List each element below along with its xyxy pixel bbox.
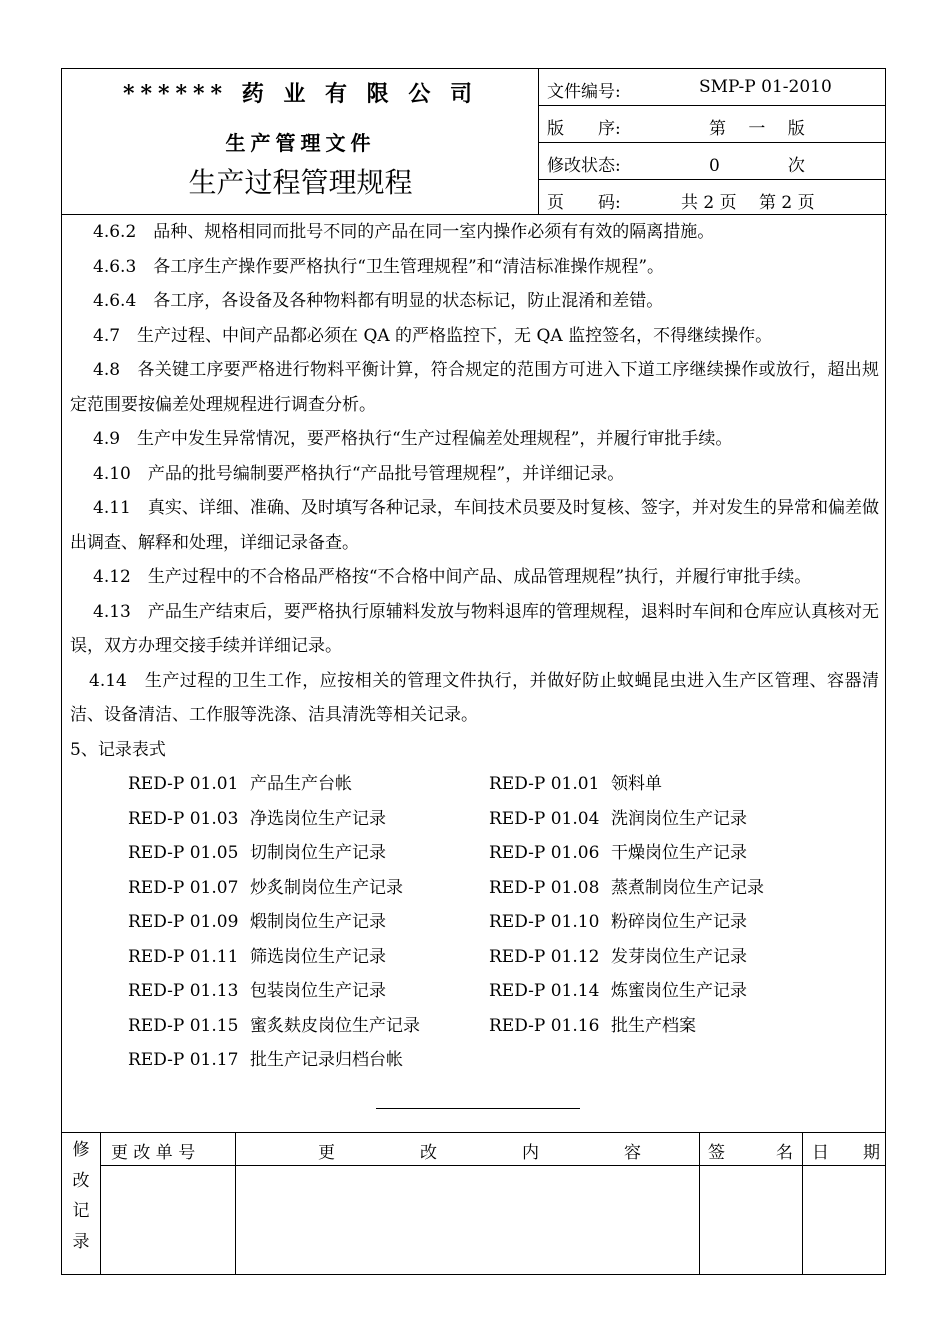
record-name: 干燥岗位生产记录 — [611, 843, 747, 863]
record-name: 发芽岗位生产记录 — [611, 946, 747, 967]
paragraph: 4.14 生产过程的卫生工作，应按相关的管理文件执行，并做好防止蚊蝇昆虫进入生产区管理、容器清洁、设备清洁、工作服等洗涤、洁具清洗等相关记录。 — [70, 670, 879, 725]
record-code: RED-P 01.08 — [489, 877, 600, 898]
records-heading: 5、记录表式 — [70, 739, 166, 760]
paragraph: 4.6.3 各工序生产操作要严格执行“卫生管理规程”和“清洁标准操作规程”。 — [93, 256, 665, 277]
paragraph: 4.13 产品生产结束后，要严格执行原辅料发放与物料退库的管理规程，退料时车间和仓库应认真核对无误，双方办理交接手续并详细记录。 — [70, 601, 879, 656]
info-value: SMP-P 01-2010 — [699, 77, 832, 97]
record-name: 煅制岗位生产记录 — [250, 912, 386, 932]
records-row — [62, 802, 885, 837]
record-item — [128, 1043, 403, 1078]
records-row — [62, 1009, 885, 1044]
record-item — [489, 767, 662, 802]
side-char: 录 — [72, 1231, 90, 1252]
record-name: 粉碎岗位生产记录 — [611, 912, 747, 932]
record-code: RED-P 01.03 — [128, 808, 239, 829]
record-name: 炒炙制岗位生产记录 — [250, 877, 403, 898]
record-name: 炼蜜岗位生产记录 — [611, 981, 747, 1001]
info-label: 页 码: — [547, 193, 621, 213]
record-code: RED-P 01.06 — [489, 843, 600, 863]
paragraph: 4.12 生产过程中的不合格品严格按“不合格中间产品、成品管理规程”执行，并履行审批手续。 — [93, 567, 812, 587]
column-divider — [699, 1133, 700, 1275]
info-label: 文件编号: — [547, 82, 621, 102]
record-code: RED-P 01.09 — [128, 912, 239, 932]
record-code: RED-P 01.01 — [489, 774, 600, 794]
side-char: 修 — [72, 1140, 90, 1160]
header-title-block — [62, 69, 539, 215]
record-name: 包装岗位生产记录 — [250, 981, 386, 1001]
record-code: RED-P 01.04 — [489, 808, 600, 829]
record-item — [489, 836, 747, 871]
record-code: RED-P 01.13 — [128, 981, 239, 1001]
record-item — [128, 940, 386, 975]
info-value: 0 次 — [709, 156, 805, 176]
record-name: 批生产档案 — [611, 1015, 696, 1036]
record-code: RED-P 01.15 — [128, 1015, 239, 1036]
header-info-table — [539, 69, 887, 215]
paragraph: 4.8 各关键工序要严格进行物料平衡计算，符合规定的范围方可进入下道工序继续操作或放行，超出规定范围要按偏差处理规程进行调查分析。 — [70, 360, 879, 415]
record-name: 净选岗位生产记录 — [250, 808, 386, 829]
record-item — [489, 905, 747, 940]
record-code: RED-P 01.12 — [489, 946, 600, 967]
paragraph: 4.11 真实、详细、准确、及时填写各种记录，车间技术员要及时复核、签字，并对发生的异常和偏差做出调查、解释和处理，详细记录备查。 — [70, 498, 879, 553]
record-code: RED-P 01.16 — [489, 1015, 600, 1036]
record-name: 产品生产台帐 — [250, 774, 352, 794]
side-char: 记 — [72, 1201, 90, 1221]
paragraph: 4.9 生产中发生异常情况，要严格执行“生产过程偏差处理规程”，并履行审批手续。 — [93, 429, 733, 449]
records-row — [62, 1043, 885, 1078]
info-value: 共 2 页 第 2 页 — [681, 193, 815, 213]
document-type: 生产管理文件 — [225, 131, 376, 155]
record-name: 蒸煮制岗位生产记录 — [611, 877, 764, 898]
side-char: 改 — [72, 1170, 90, 1191]
records-row — [62, 871, 885, 906]
record-code: RED-P 01.10 — [489, 912, 600, 932]
records-row — [62, 767, 885, 802]
info-label: 修改状态: — [547, 156, 621, 176]
paragraph: 4.7 生产过程、中间产品都必须在 QA 的严格监控下，无 QA 监控签名，不得继续操作。 — [93, 325, 773, 346]
record-item — [489, 802, 747, 837]
record-item — [128, 1009, 420, 1044]
record-item — [128, 802, 386, 837]
record-name: 切制岗位生产记录 — [250, 843, 386, 863]
paragraph: 4.6.2 品种、规格相同而批号不同的产品在同一室内操作必须有有效的隔离措施。 — [93, 222, 715, 242]
document-body — [62, 215, 885, 1078]
column-divider — [100, 1133, 101, 1275]
record-name: 领料单 — [611, 774, 662, 794]
column-divider — [235, 1133, 236, 1275]
col-header-change-content: 更 改 内 容 — [318, 1143, 641, 1163]
info-value: 第 一 版 — [709, 119, 805, 139]
record-item — [489, 871, 764, 906]
document-title: 生产过程管理规程 — [188, 166, 413, 199]
col-header-change-number: 更 改 单 号 — [111, 1143, 196, 1163]
record-item — [128, 871, 403, 906]
company-name: ****** 药 业 有 限 公 司 — [123, 81, 478, 107]
header-divider — [100, 1165, 885, 1166]
info-row-doc-number — [539, 69, 886, 106]
col-header-date: 日 期 — [812, 1143, 880, 1163]
records-row — [62, 905, 885, 940]
revision-table — [62, 1132, 885, 1275]
records-row — [62, 836, 885, 871]
record-item — [128, 974, 386, 1009]
record-item — [489, 940, 747, 975]
end-rule — [376, 1108, 580, 1109]
col-header-signature: 签 名 — [708, 1143, 793, 1163]
record-item — [489, 1009, 696, 1044]
column-divider — [802, 1133, 803, 1275]
record-name: 筛选岗位生产记录 — [250, 946, 386, 967]
document-frame — [61, 68, 886, 1275]
record-code: RED-P 01.17 — [128, 1050, 239, 1070]
info-row-revision-status — [539, 143, 886, 180]
record-code: RED-P 01.01 — [128, 774, 239, 794]
info-row-edition — [539, 106, 886, 143]
info-label: 版 序: — [547, 119, 621, 139]
record-code: RED-P 01.14 — [489, 981, 600, 1001]
paragraph: 4.6.4 各工序，各设备及各种物料都有明显的状态标记，防止混淆和差错。 — [93, 291, 664, 311]
info-row-page — [539, 180, 886, 217]
record-item — [128, 767, 352, 802]
record-name: 洗润岗位生产记录 — [611, 808, 747, 829]
paragraph: 4.10 产品的批号编制要严格执行“产品批号管理规程”，并详细记录。 — [93, 463, 625, 484]
record-name: 蜜炙麸皮岗位生产记录 — [250, 1015, 420, 1036]
record-item — [128, 836, 386, 871]
records-row — [62, 940, 885, 975]
record-item — [489, 974, 747, 1009]
record-name: 批生产记录归档台帐 — [250, 1050, 403, 1070]
record-code: RED-P 01.07 — [128, 877, 239, 898]
record-code: RED-P 01.11 — [128, 946, 239, 967]
record-code: RED-P 01.05 — [128, 843, 239, 863]
revision-side-label — [62, 1133, 100, 1257]
record-item — [128, 905, 386, 940]
records-row — [62, 974, 885, 1009]
